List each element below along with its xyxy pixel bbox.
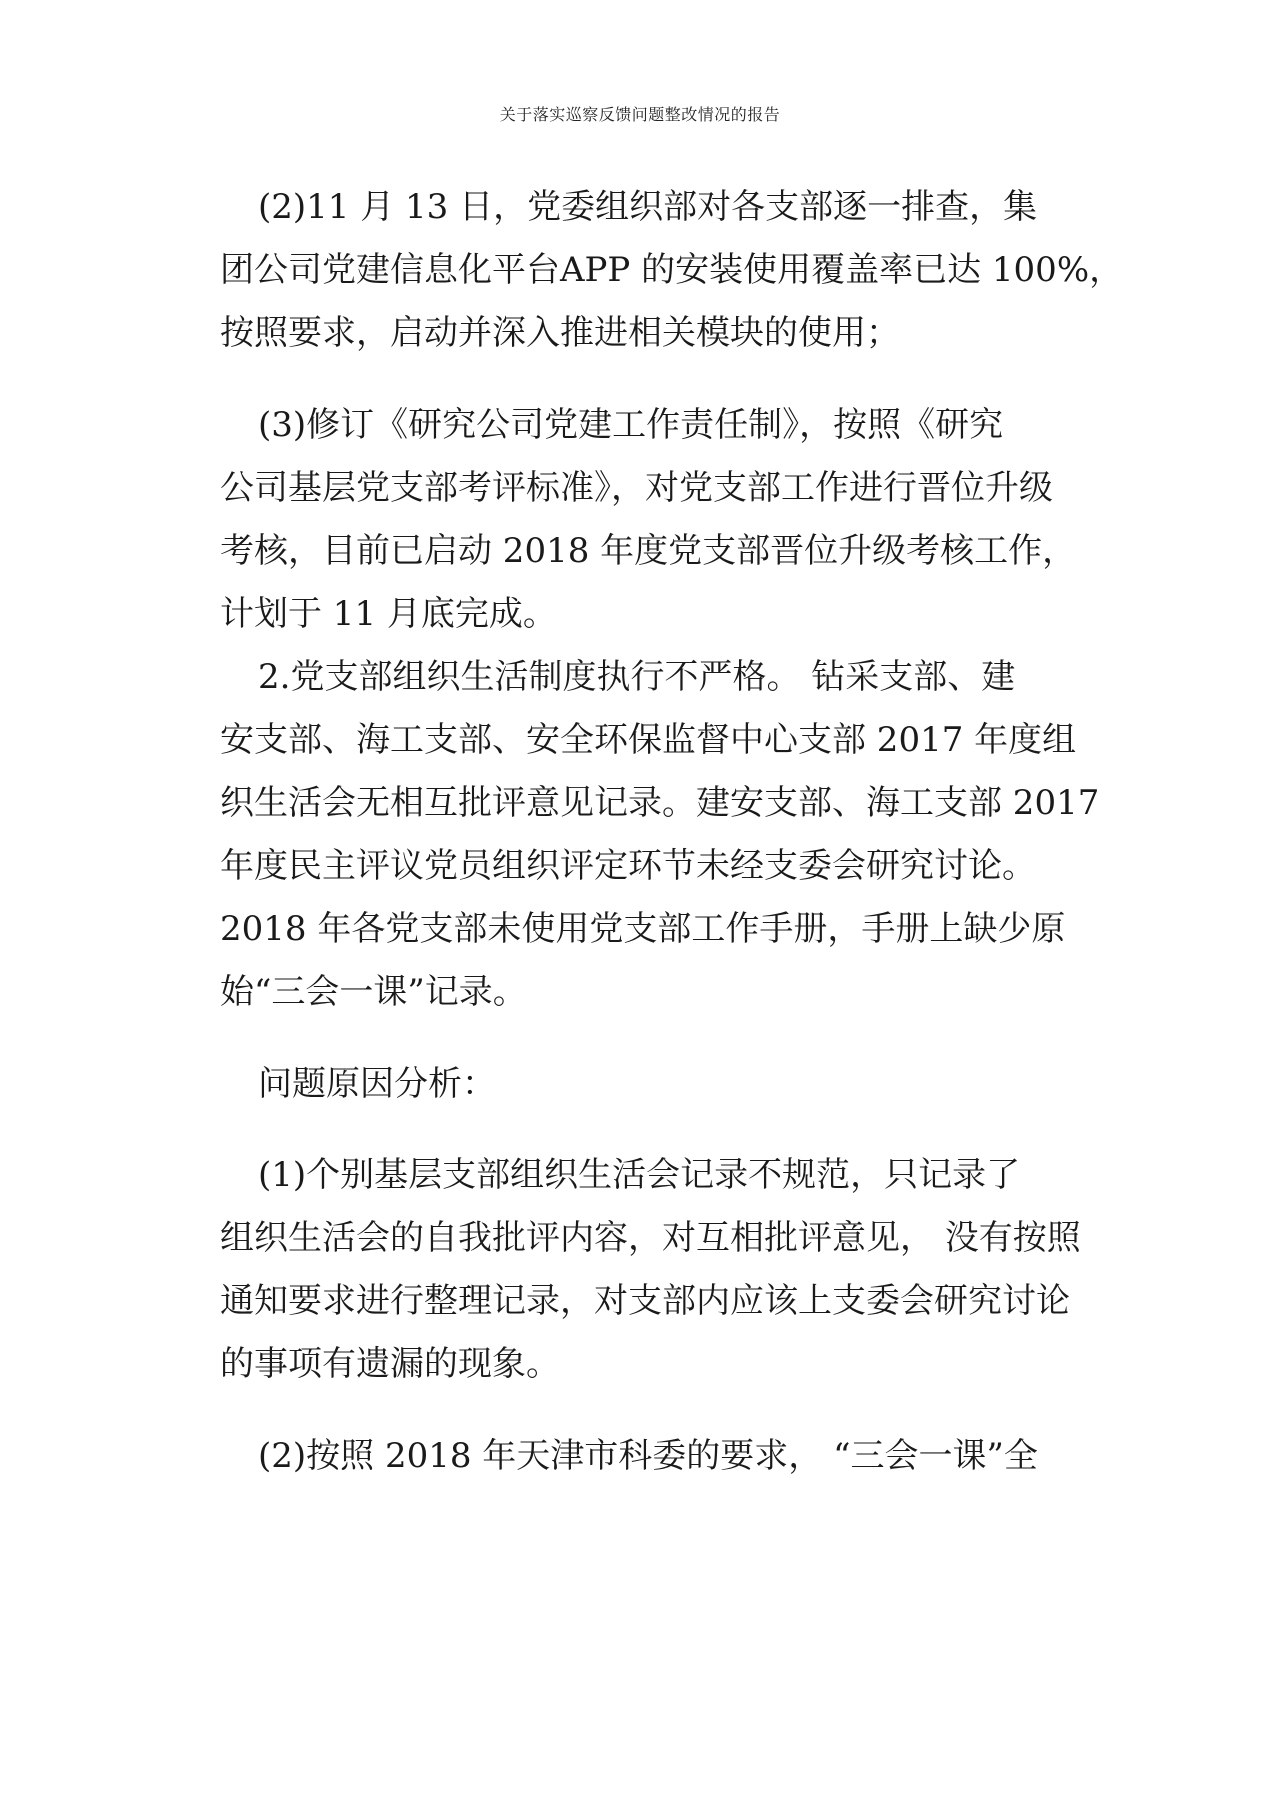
body-line: (2)按照 2018 年天津市科委的要求， “三会一课”全: [258, 1436, 1038, 1476]
body-line: 始“三会一课”记录。: [220, 972, 527, 1012]
body-line: 年度民主评议党员组织评定环节未经支委会研究讨论。: [220, 846, 1036, 886]
body-line: 组织生活会的自我批评内容，对互相批评意见， 没有按照: [220, 1218, 1081, 1258]
body-line: 2.党支部组织生活制度执行不严格。 钻采支部、建: [258, 657, 1016, 697]
section-heading: 问题原因分析：: [258, 1064, 496, 1104]
body-line: 公司基层党支部考评标准》，对党支部工作进行晋位升级: [220, 468, 1053, 508]
body-line: (1)个别基层支部组织生活会记录不规范，只记录了: [258, 1155, 1021, 1195]
body-line: (2)11 月 13 日，党委组织部对各支部逐一排查，集: [258, 187, 1038, 227]
body-line: 2018 年各党支部未使用党支部工作手册，手册上缺少原: [220, 909, 1066, 949]
body-line: 通知要求进行整理记录，对支部内应该上支委会研究讨论: [220, 1281, 1070, 1321]
body-line: (3)修订《研究公司党建工作责任制》，按照《研究: [258, 405, 1004, 445]
body-line: 织生活会无相互批评意见记录。建安支部、海工支部 2017: [220, 783, 1100, 823]
body-line: 安支部、海工支部、安全环保监督中心支部 2017 年度组: [220, 720, 1077, 760]
body-line: 计划于 11 月底完成。: [220, 594, 557, 634]
body-line: 考核，目前已启动 2018 年度党支部晋位升级考核工作，: [220, 531, 1077, 571]
body-line: 的事项有遗漏的现象。: [220, 1344, 560, 1384]
page-header-title: 关于落实巡察反馈问题整改情况的报告: [499, 105, 781, 124]
body-line: 团公司党建信息化平台APP 的安装使用覆盖率已达 100%，: [220, 250, 1124, 290]
body-line: 按照要求，启动并深入推进相关模块的使用；: [220, 313, 900, 353]
